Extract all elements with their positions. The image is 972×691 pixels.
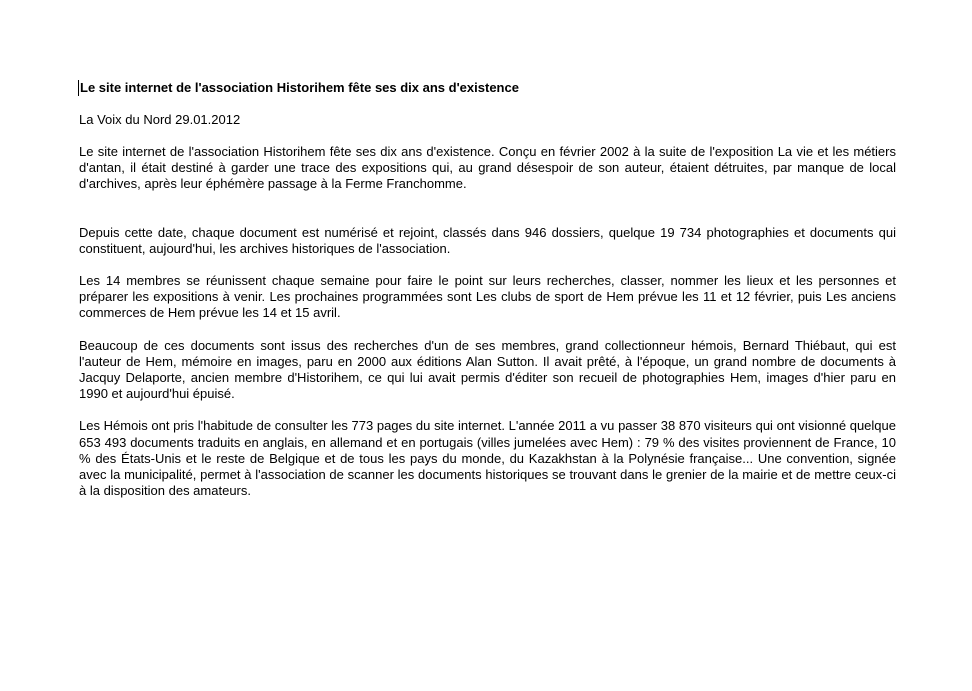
article-source: La Voix du Nord 29.01.2012 bbox=[79, 112, 241, 127]
article-paragraph: Beaucoup de ces documents sont issus des recherches d'un de ses membres, grand collectionneur hémois, Bernard Thiébaut, qui est l'auteur de Hem, mémoire en images, paru en 2000 aux éditions Alan Sutton. Il avait prêté, à l'époque, un grand nombre de documents à Jacquy Delaporte, ancien membre d'Historihem, ce qui lui avait permis d'éditer son recueil de photographies Hem, images d'hier paru en 1990 et aujourd'hui épuisé. bbox=[79, 337, 896, 402]
article-paragraph: Les 14 membres se réunissent chaque semaine pour faire le point sur leurs recherches, classer, nommer les lieux et les personnes et préparer les expositions à venir. Les prochaines programmées sont Les clubs de sport de Hem prévue les 11 et 12 février, puis Les anciens commerces de Hem prévue les 14 et 15 avril. bbox=[79, 273, 896, 321]
article-paragraph: Le site internet de l'association Historihem fête ses dix ans d'existence. Conçu en février 2002 à la suite de l'exposition La vie et les métiers d'antan, il était destiné à garder une trace des expositions qui, au grand désespoir de son auteur, étaient détruites, par manque de local d'archives, après leur éphémère passage à la Ferme Franchomme. bbox=[79, 144, 896, 192]
article-paragraph: Les Hémois ont pris l'habitude de consulter les 773 pages du site internet. L'année 2011 a vu passer 38 870 visiteurs qui ont visionné quelque 653 493 documents traduits en anglais, en allemand et en portugais (villes jumelées avec Hem) : 79 % des visites proviennent de France, 10 % des États-Unis et le reste de Belgique et de tous les pays du monde, du Kazakhstan à la Polynésie française... Une convention, signée avec la municipalité, permet à l'association de scanner les documents historiques se trouvant dans le grenier de la mairie et de mettre ceux-ci à la disposition des amateurs. bbox=[79, 418, 896, 499]
document-page bbox=[79, 80, 896, 499]
article-title: Le site internet de l'association Historihem fête ses dix ans d'existence bbox=[78, 80, 896, 96]
article-paragraph: Depuis cette date, chaque document est numérisé et rejoint, classés dans 946 dossiers, quelque 19 734 photographies et documents qui constituent, aujourd'hui, les archives historiques de l'association. bbox=[79, 224, 896, 256]
